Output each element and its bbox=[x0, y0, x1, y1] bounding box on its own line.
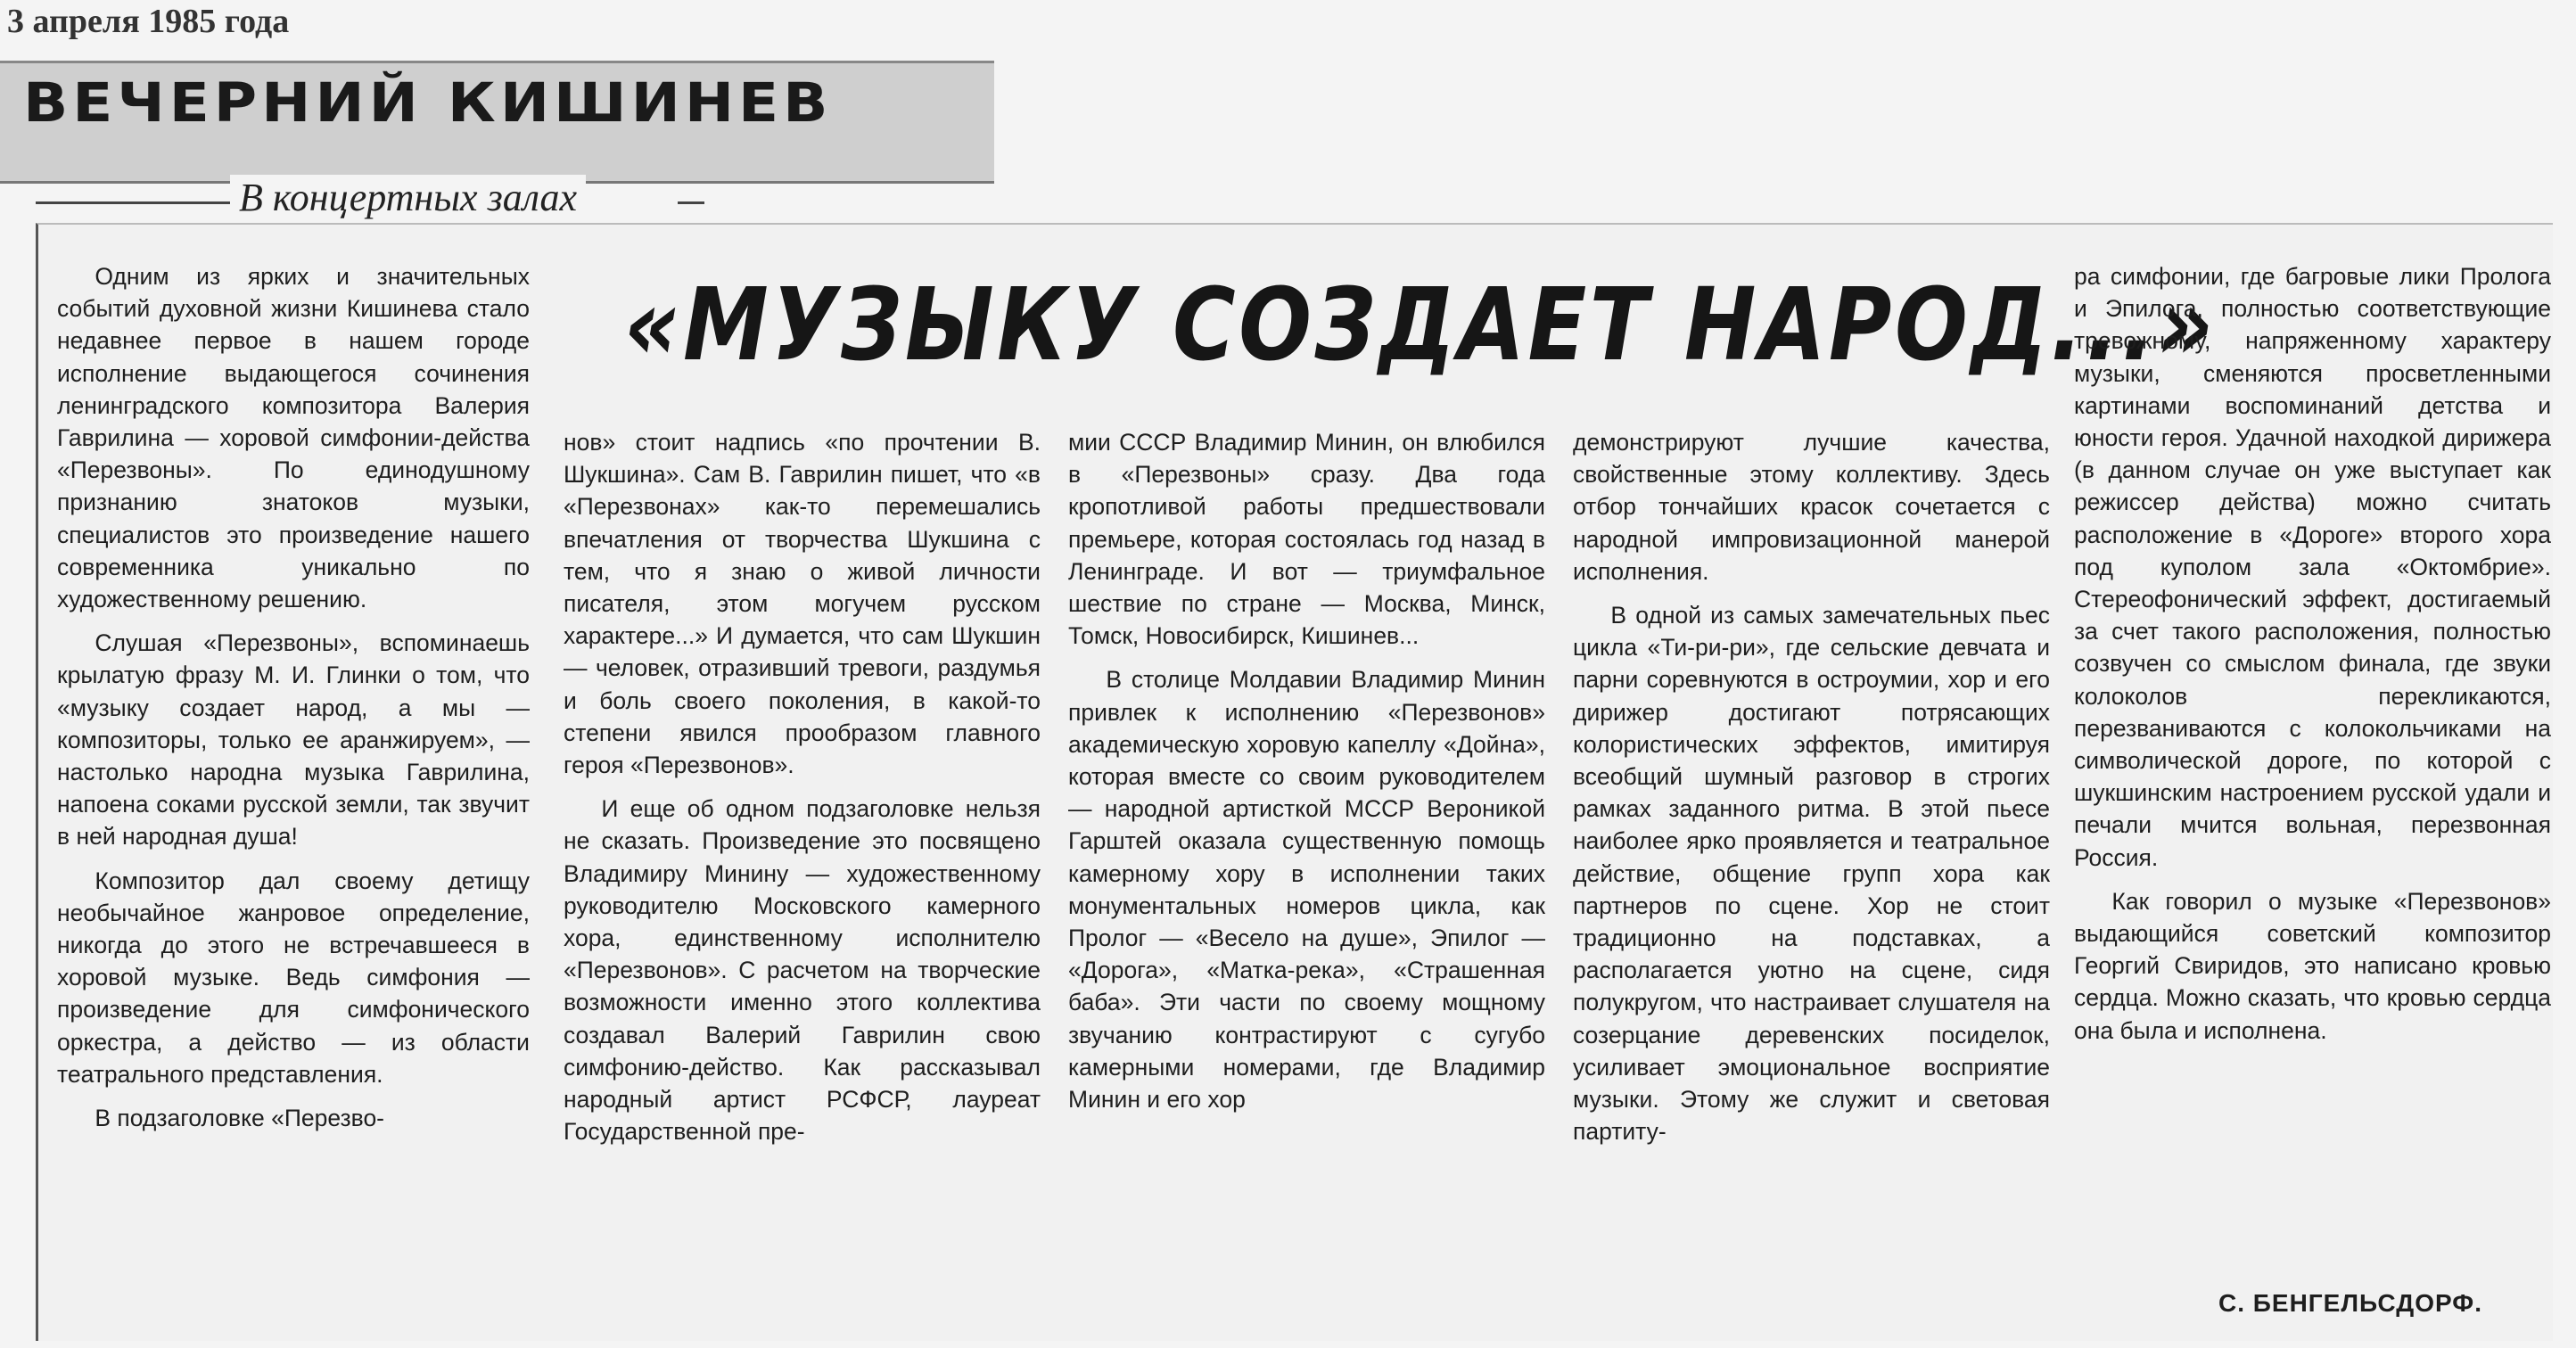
author-signature: С. БЕНГЕЛЬСДОРФ. bbox=[2218, 1289, 2482, 1317]
paragraph: Одним из ярких и значительных событий духовной жизни Кишинева стало недавнее первое в нашем городе исполнение выдающегося сочинения ленинградского композитора Валерия Гаврилина — хоровой симфонии-действа «Перезвоны». По единодушному признанию знатоков музыки, специалистов это произведение нашего современника уникально по художественному решению. bbox=[57, 263, 530, 613]
newspaper-title: ВЕЧЕРНИЙ КИШИНЕВ bbox=[23, 71, 833, 135]
paragraph: В одной из самых замечательных пьес цикла «Ти-ри-ри», где сельские девчата и парни соревнуются в остроумии, хор и его дирижер достигают потрясающих колористических эффектов, имитируя всеобщий шумный разговор в строгих рамках заданного ритма. В этой пьесе наиболее ярко проявляется и театральное действие, общение групп хора как партнеров по сцене. Хор не стоит традиционно на подставках, а располагается уютно на сцене, сидя полукругом, что настраивает слушателя на созерцание деревенских посиделок, усиливает эмоциональное восприятие музыки. Этому же служит и световая партиту- bbox=[1573, 602, 2050, 1146]
paragraph: демонстрируют лучшие качества, свойственные этому коллективу. Здесь отбор тончайших красок сочетается с народной импровизационной манерой исполнения. bbox=[1573, 429, 2050, 585]
article-column-4 bbox=[1573, 426, 2050, 1147]
article-column-2 bbox=[564, 426, 1041, 1147]
article-column-3 bbox=[1068, 426, 1545, 1115]
paragraph: Композитор дал своему детищу необычайное жанровое определение, никогда до этого не встречавшееся в хоровой музыке. Ведь симфония — произведение для симфонического оркестра, а действо — из области театрального представления. bbox=[57, 867, 530, 1088]
rubric-label: В концертных залах bbox=[230, 175, 586, 220]
paragraph: нов» стоит надпись «по прочтении В. Шукшина». Сам В. Гаврилин пишет, что «в «Перезвонах» как-то перемешались впечатления от творчества Шукшина с тем, что я знаю о живой личности писателя, этом могучем русском характере...» И думается, что сам Шукшин — человек, отразивший тревоги, раздумья и боль своего поколения, в какой-то степени явился прообразом главного героя «Перезвонов». bbox=[564, 429, 1041, 779]
headline: «МУЗЫКУ СОЗДАЕТ НАРОД...» bbox=[624, 267, 2217, 383]
article-column-1 bbox=[57, 260, 530, 1134]
paragraph: Как говорил о музыке «Перезвонов» выдающийся советский композитор Георгий Свиридов, это написано кровью сердца. Можно сказать, что кровью сердца она была и исполнена. bbox=[2074, 887, 2551, 1044]
paragraph: И еще об одном подзаголовке нельзя не сказать. Произведение это посвящено Владимиру Минину — художественному руководителю Московского камерного хора, единственному исполнителю «Перезвонов». С расчетом на творческие возможности именно этого коллектива создавал Валерий Гаврилин свою симфонию-действо. Как рассказывал народный артист РСФСР, лауреат Государственной пре- bbox=[564, 795, 1041, 1146]
paragraph: Слушая «Перезвоны», вспоминаешь крылатую фразу М. И. Глинки о том, что «музыку создает народ, а мы — композиторы, только ее аранжируем», — настолько народна музыка Гаврилина, напоена соками русской земли, так звучит в ней народная душа! bbox=[57, 629, 530, 851]
rubric-rule-right bbox=[678, 201, 704, 204]
date-line: 3 апреля 1985 года bbox=[7, 3, 290, 40]
article-column-5 bbox=[2074, 260, 2551, 1047]
paragraph: ра симфонии, где багровые лики Пролога и Эпилога, полностью соответствующие тревожному, напряженному характеру музыки, сменяются просветленными картинами воспоминаний детства и юности героя. Удачной находкой дирижера (в данном случае он уже выступает как режиссер действа) можно считать расположение в «Дороге» второго хора под куполом зала «Октомбрие». Стереофонический эффект, достигаемый за счет такого расположения, полностью созвучен со смыслом финала, где звуки колоколов перекликаются, перезваниваются с колокольчиками на символической дороге, по которой с шукшинским настроением русской удали и печали мчится вольная, перезвонная Россия. bbox=[2074, 263, 2551, 871]
paragraph: В подзаголовке «Перезво- bbox=[95, 1105, 385, 1132]
rubric-rule-left bbox=[36, 201, 241, 204]
paragraph: мии СССР Владимир Минин, он влюбился в «Перезвоны» сразу. Два года кропотливой работы предшествовали премьере, которая состоялась год назад в Ленинграде. И вот — триумфальное шествие по стране — Москва, Минск, Томск, Новосибирск, Кишинев... bbox=[1068, 429, 1545, 650]
paragraph: В столице Молдавии Владимир Минин привлек к исполнению «Перезвонов» академическую хоровую капеллу «Дойна», которая вместе со своим руководителем — народной артисткой МССР Вероникой Гарштей оказала существенную помощь камерному хору в исполнении таких монументальных номеров цикла, как Пролог — «Весело на душе», Эпилог — «Дорога», «Матка-река», «Страшенная баба». Эти части по своему мощному звучанию контрастируют с сугубо камерными номерами, где Владимир Минин и его хор bbox=[1068, 666, 1545, 1114]
